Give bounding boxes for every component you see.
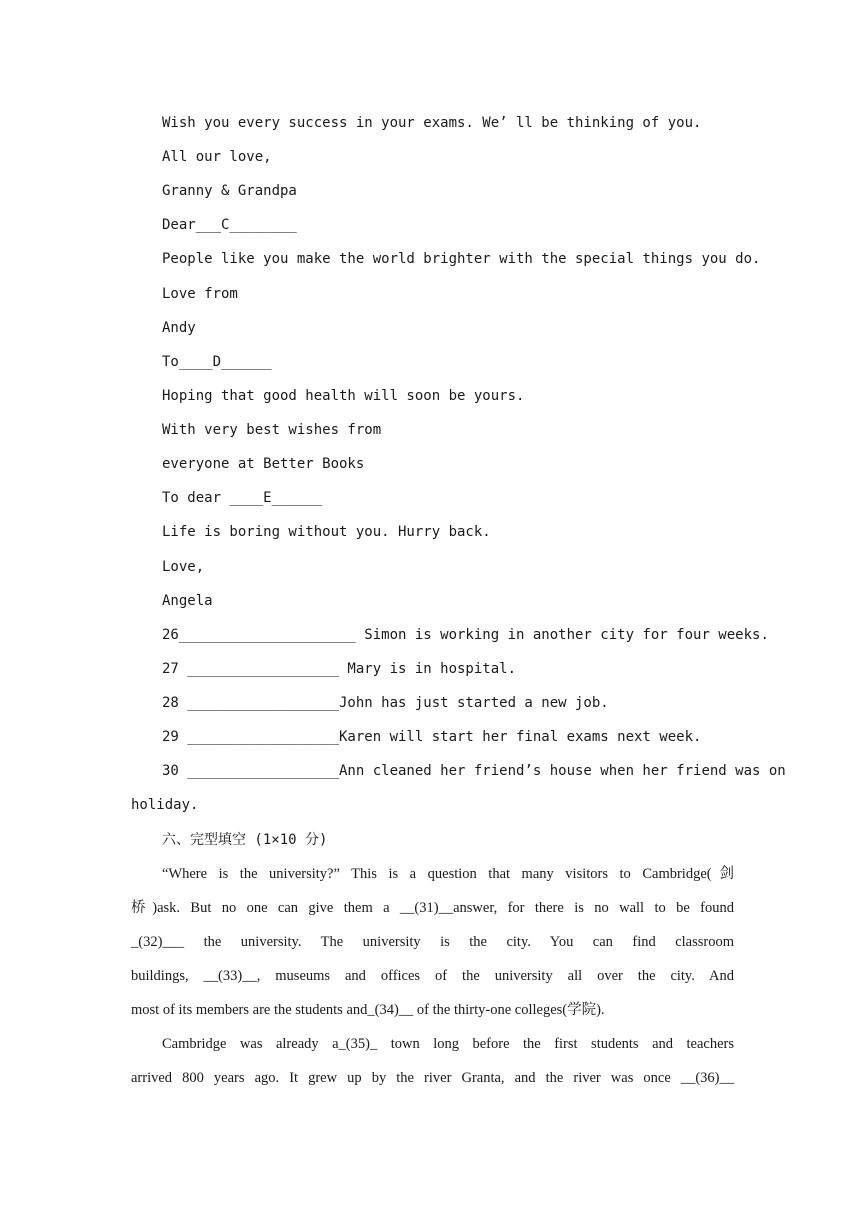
passage-line: buildings, __(33)__, museums and offices of the university all over the city. And — [131, 968, 734, 984]
letter-line: Andy — [162, 320, 196, 336]
question-27: 27 __________________ Mary is in hospital. — [162, 661, 517, 677]
passage-line: 桥)ask. But no one can give them a __(31)__answer, for there is no wall to be found — [131, 900, 734, 916]
question-28: 28 __________________John has just started a new job. — [162, 695, 609, 711]
passage-line: Cambridge was already a_(35)_ town long before the first students and teachers — [162, 1036, 734, 1052]
letter-line: With very best wishes from — [162, 422, 382, 438]
letter-line: Dear___C________ — [162, 217, 297, 233]
letter-line: Granny & Grandpa — [162, 183, 297, 199]
question-29: 29 __________________Karen will start her final exams next week. — [162, 729, 702, 745]
letter-line: Hoping that good health will soon be yours. — [162, 388, 525, 404]
letter-line: To____D______ — [162, 354, 272, 370]
passage-line: arrived 800 years ago. It grew up by the river Granta, and the river was once __(36)__ — [131, 1070, 734, 1086]
passage-line: most of its members are the students and_(34)__ of the thirty-one colleges(学院). — [131, 1002, 605, 1018]
letter-line: Angela — [162, 593, 213, 609]
letter-line: To dear ____E______ — [162, 490, 323, 506]
letter-line: People like you make the world brighter with the special things you do. — [162, 251, 761, 267]
letter-line: Love from — [162, 286, 238, 302]
section-heading: 六、完型填空 (1×10 分) — [162, 832, 328, 848]
question-30-line2: holiday. — [131, 797, 199, 813]
letter-line: Life is boring without you. Hurry back. — [162, 524, 491, 540]
passage-line: “Where is the university?” This is a question that many visitors to Cambridge(剑 — [162, 866, 734, 882]
letter-line: All our love, — [162, 149, 272, 165]
passage-line: _(32)___ the university. The university is the city. You can find classroom — [131, 934, 734, 950]
question-30-line1: 30 __________________Ann cleaned her friend’s house when her friend was on — [162, 763, 786, 779]
question-26: 26_____________________ Simon is working in another city for four weeks. — [162, 627, 769, 643]
letter-line: everyone at Better Books — [162, 456, 365, 472]
letter-line: Love, — [162, 559, 205, 575]
letter-line: Wish you every success in your exams. We’ ll be thinking of you. — [162, 115, 702, 131]
